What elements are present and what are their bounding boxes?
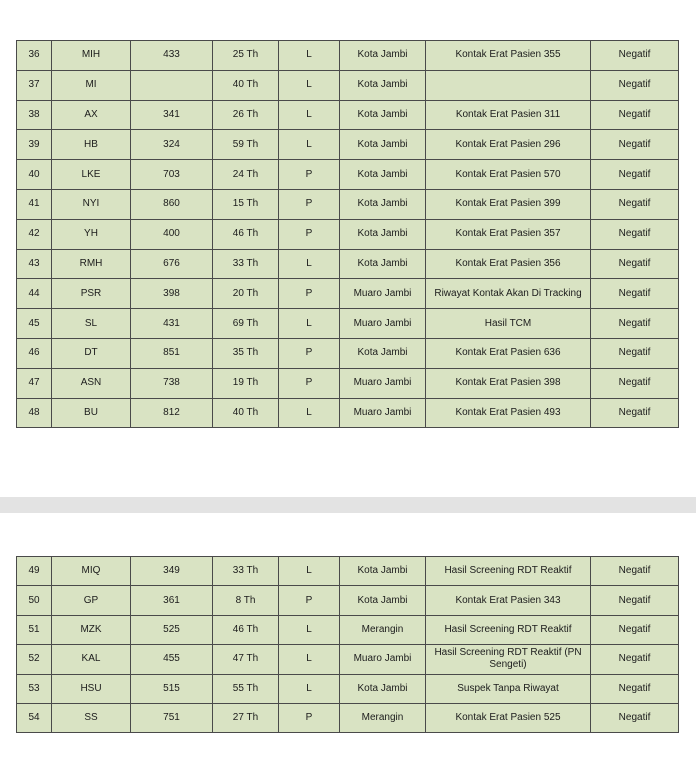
cell-age: 8 Th [213, 586, 279, 615]
cell-region: Kota Jambi [340, 586, 426, 615]
cell-result: Negatif [591, 338, 679, 368]
table-row [17, 279, 679, 309]
cell-case-number: 703 [131, 160, 213, 190]
cell-initial: NYI [52, 189, 131, 219]
cell-case-number: 400 [131, 219, 213, 249]
cell-no: 39 [17, 130, 52, 160]
table-row [17, 41, 679, 71]
cell-age: 27 Th [213, 703, 279, 732]
cell-case-number: 515 [131, 674, 213, 703]
cell-region: Muaro Jambi [340, 368, 426, 398]
table-row [17, 100, 679, 130]
cell-region: Kota Jambi [340, 557, 426, 586]
cell-age: 20 Th [213, 279, 279, 309]
cell-initial: LKE [52, 160, 131, 190]
document-page-2 [0, 513, 696, 764]
table-row [17, 398, 679, 428]
table-row [17, 368, 679, 398]
cell-no: 52 [17, 645, 52, 674]
cell-note: Kontak Erat Pasien 493 [426, 398, 591, 428]
cell-case-number: 349 [131, 557, 213, 586]
cell-result: Negatif [591, 645, 679, 674]
cell-age: 24 Th [213, 160, 279, 190]
cell-no: 38 [17, 100, 52, 130]
cell-note: Kontak Erat Pasien 296 [426, 130, 591, 160]
cell-sex: P [279, 703, 340, 732]
cell-age: 59 Th [213, 130, 279, 160]
cell-case-number: 361 [131, 586, 213, 615]
cell-age: 69 Th [213, 309, 279, 339]
table-row [17, 70, 679, 100]
cell-region: Kota Jambi [340, 189, 426, 219]
cell-sex: L [279, 309, 340, 339]
cell-no: 49 [17, 557, 52, 586]
cell-result: Negatif [591, 100, 679, 130]
cell-case-number: 398 [131, 279, 213, 309]
cell-age: 15 Th [213, 189, 279, 219]
cell-region: Kota Jambi [340, 130, 426, 160]
table-row [17, 309, 679, 339]
cell-note: Hasil Screening RDT Reaktif (PN Sengeti) [426, 645, 591, 674]
cell-age: 35 Th [213, 338, 279, 368]
cell-no: 46 [17, 338, 52, 368]
cell-note: Hasil TCM [426, 309, 591, 339]
cell-sex: P [279, 160, 340, 190]
cell-initial: SL [52, 309, 131, 339]
cell-age: 25 Th [213, 41, 279, 71]
cell-note: Hasil Screening RDT Reaktif [426, 557, 591, 586]
cell-region: Kota Jambi [340, 219, 426, 249]
table-row [17, 338, 679, 368]
table-row [17, 645, 679, 674]
cell-note: Kontak Erat Pasien 636 [426, 338, 591, 368]
cell-no: 37 [17, 70, 52, 100]
table-row [17, 557, 679, 586]
cell-case-number: 676 [131, 249, 213, 279]
cell-age: 33 Th [213, 249, 279, 279]
cell-case-number: 812 [131, 398, 213, 428]
cell-sex: L [279, 41, 340, 71]
cell-result: Negatif [591, 368, 679, 398]
cell-sex: L [279, 100, 340, 130]
cell-no: 47 [17, 368, 52, 398]
cell-sex: L [279, 645, 340, 674]
cell-sex: P [279, 368, 340, 398]
cell-note: Kontak Erat Pasien 525 [426, 703, 591, 732]
cell-sex: L [279, 130, 340, 160]
cell-sex: L [279, 398, 340, 428]
cell-case-number: 738 [131, 368, 213, 398]
cell-result: Negatif [591, 41, 679, 71]
cell-result: Negatif [591, 189, 679, 219]
cell-result: Negatif [591, 586, 679, 615]
cell-no: 53 [17, 674, 52, 703]
cell-initial: HB [52, 130, 131, 160]
cell-note: Suspek Tanpa Riwayat [426, 674, 591, 703]
table-row [17, 189, 679, 219]
cell-region: Muaro Jambi [340, 398, 426, 428]
cell-initial: BU [52, 398, 131, 428]
cell-sex: L [279, 249, 340, 279]
cell-no: 42 [17, 219, 52, 249]
cell-result: Negatif [591, 703, 679, 732]
cell-no: 40 [17, 160, 52, 190]
cell-initial: AX [52, 100, 131, 130]
cell-age: 46 Th [213, 219, 279, 249]
cell-initial: DT [52, 338, 131, 368]
cell-initial: MIQ [52, 557, 131, 586]
cell-region: Kota Jambi [340, 674, 426, 703]
cell-case-number: 525 [131, 615, 213, 644]
cell-no: 36 [17, 41, 52, 71]
cell-region: Merangin [340, 703, 426, 732]
cell-note: Kontak Erat Pasien 343 [426, 586, 591, 615]
cell-note: Hasil Screening RDT Reaktif [426, 615, 591, 644]
cell-initial: KAL [52, 645, 131, 674]
table-row [17, 586, 679, 615]
cell-case-number: 431 [131, 309, 213, 339]
table-row [17, 615, 679, 644]
cell-note: Kontak Erat Pasien 398 [426, 368, 591, 398]
cell-region: Muaro Jambi [340, 279, 426, 309]
cell-age: 40 Th [213, 398, 279, 428]
cell-no: 45 [17, 309, 52, 339]
cell-no: 44 [17, 279, 52, 309]
cell-case-number: 751 [131, 703, 213, 732]
cell-sex: P [279, 279, 340, 309]
table-body [17, 557, 679, 733]
cell-case-number: 324 [131, 130, 213, 160]
cell-initial: HSU [52, 674, 131, 703]
cell-region: Kota Jambi [340, 100, 426, 130]
cell-result: Negatif [591, 557, 679, 586]
cell-initial: MI [52, 70, 131, 100]
patient-table-page-2 [16, 556, 679, 733]
cell-initial: MIH [52, 41, 131, 71]
cell-case-number [131, 70, 213, 100]
cell-sex: P [279, 189, 340, 219]
cell-sex: P [279, 338, 340, 368]
cell-region: Kota Jambi [340, 70, 426, 100]
cell-result: Negatif [591, 219, 679, 249]
cell-initial: GP [52, 586, 131, 615]
cell-result: Negatif [591, 249, 679, 279]
cell-case-number: 341 [131, 100, 213, 130]
cell-initial: YH [52, 219, 131, 249]
cell-region: Merangin [340, 615, 426, 644]
cell-no: 48 [17, 398, 52, 428]
cell-result: Negatif [591, 130, 679, 160]
cell-no: 50 [17, 586, 52, 615]
table-row [17, 703, 679, 732]
cell-case-number: 455 [131, 645, 213, 674]
cell-age: 19 Th [213, 368, 279, 398]
cell-initial: ASN [52, 368, 131, 398]
cell-region: Kota Jambi [340, 338, 426, 368]
cell-region: Kota Jambi [340, 249, 426, 279]
cell-no: 41 [17, 189, 52, 219]
table-row [17, 249, 679, 279]
cell-region: Kota Jambi [340, 41, 426, 71]
cell-sex: L [279, 70, 340, 100]
table-body [17, 41, 679, 428]
cell-region: Kota Jambi [340, 160, 426, 190]
cell-case-number: 433 [131, 41, 213, 71]
cell-sex: L [279, 674, 340, 703]
table-row [17, 674, 679, 703]
cell-no: 54 [17, 703, 52, 732]
cell-result: Negatif [591, 615, 679, 644]
cell-sex: P [279, 586, 340, 615]
cell-note: Kontak Erat Pasien 355 [426, 41, 591, 71]
patient-table-page-1 [16, 40, 679, 428]
cell-note: Kontak Erat Pasien 311 [426, 100, 591, 130]
cell-note: Riwayat Kontak Akan Di Tracking [426, 279, 591, 309]
cell-initial: SS [52, 703, 131, 732]
cell-age: 26 Th [213, 100, 279, 130]
cell-note: Kontak Erat Pasien 399 [426, 189, 591, 219]
cell-no: 43 [17, 249, 52, 279]
cell-note: Kontak Erat Pasien 570 [426, 160, 591, 190]
cell-age: 33 Th [213, 557, 279, 586]
cell-case-number: 860 [131, 189, 213, 219]
table-row [17, 160, 679, 190]
cell-age: 46 Th [213, 615, 279, 644]
cell-age: 47 Th [213, 645, 279, 674]
cell-note [426, 70, 591, 100]
cell-note: Kontak Erat Pasien 356 [426, 249, 591, 279]
cell-result: Negatif [591, 160, 679, 190]
cell-age: 55 Th [213, 674, 279, 703]
table-row [17, 130, 679, 160]
page-separator [0, 497, 696, 513]
cell-no: 51 [17, 615, 52, 644]
cell-region: Muaro Jambi [340, 645, 426, 674]
cell-case-number: 851 [131, 338, 213, 368]
cell-result: Negatif [591, 70, 679, 100]
cell-sex: L [279, 615, 340, 644]
cell-sex: L [279, 557, 340, 586]
cell-initial: RMH [52, 249, 131, 279]
cell-result: Negatif [591, 309, 679, 339]
cell-result: Negatif [591, 398, 679, 428]
cell-initial: PSR [52, 279, 131, 309]
cell-note: Kontak Erat Pasien 357 [426, 219, 591, 249]
cell-result: Negatif [591, 279, 679, 309]
cell-age: 40 Th [213, 70, 279, 100]
cell-initial: MZK [52, 615, 131, 644]
table-row [17, 219, 679, 249]
cell-result: Negatif [591, 674, 679, 703]
cell-sex: P [279, 219, 340, 249]
cell-region: Muaro Jambi [340, 309, 426, 339]
